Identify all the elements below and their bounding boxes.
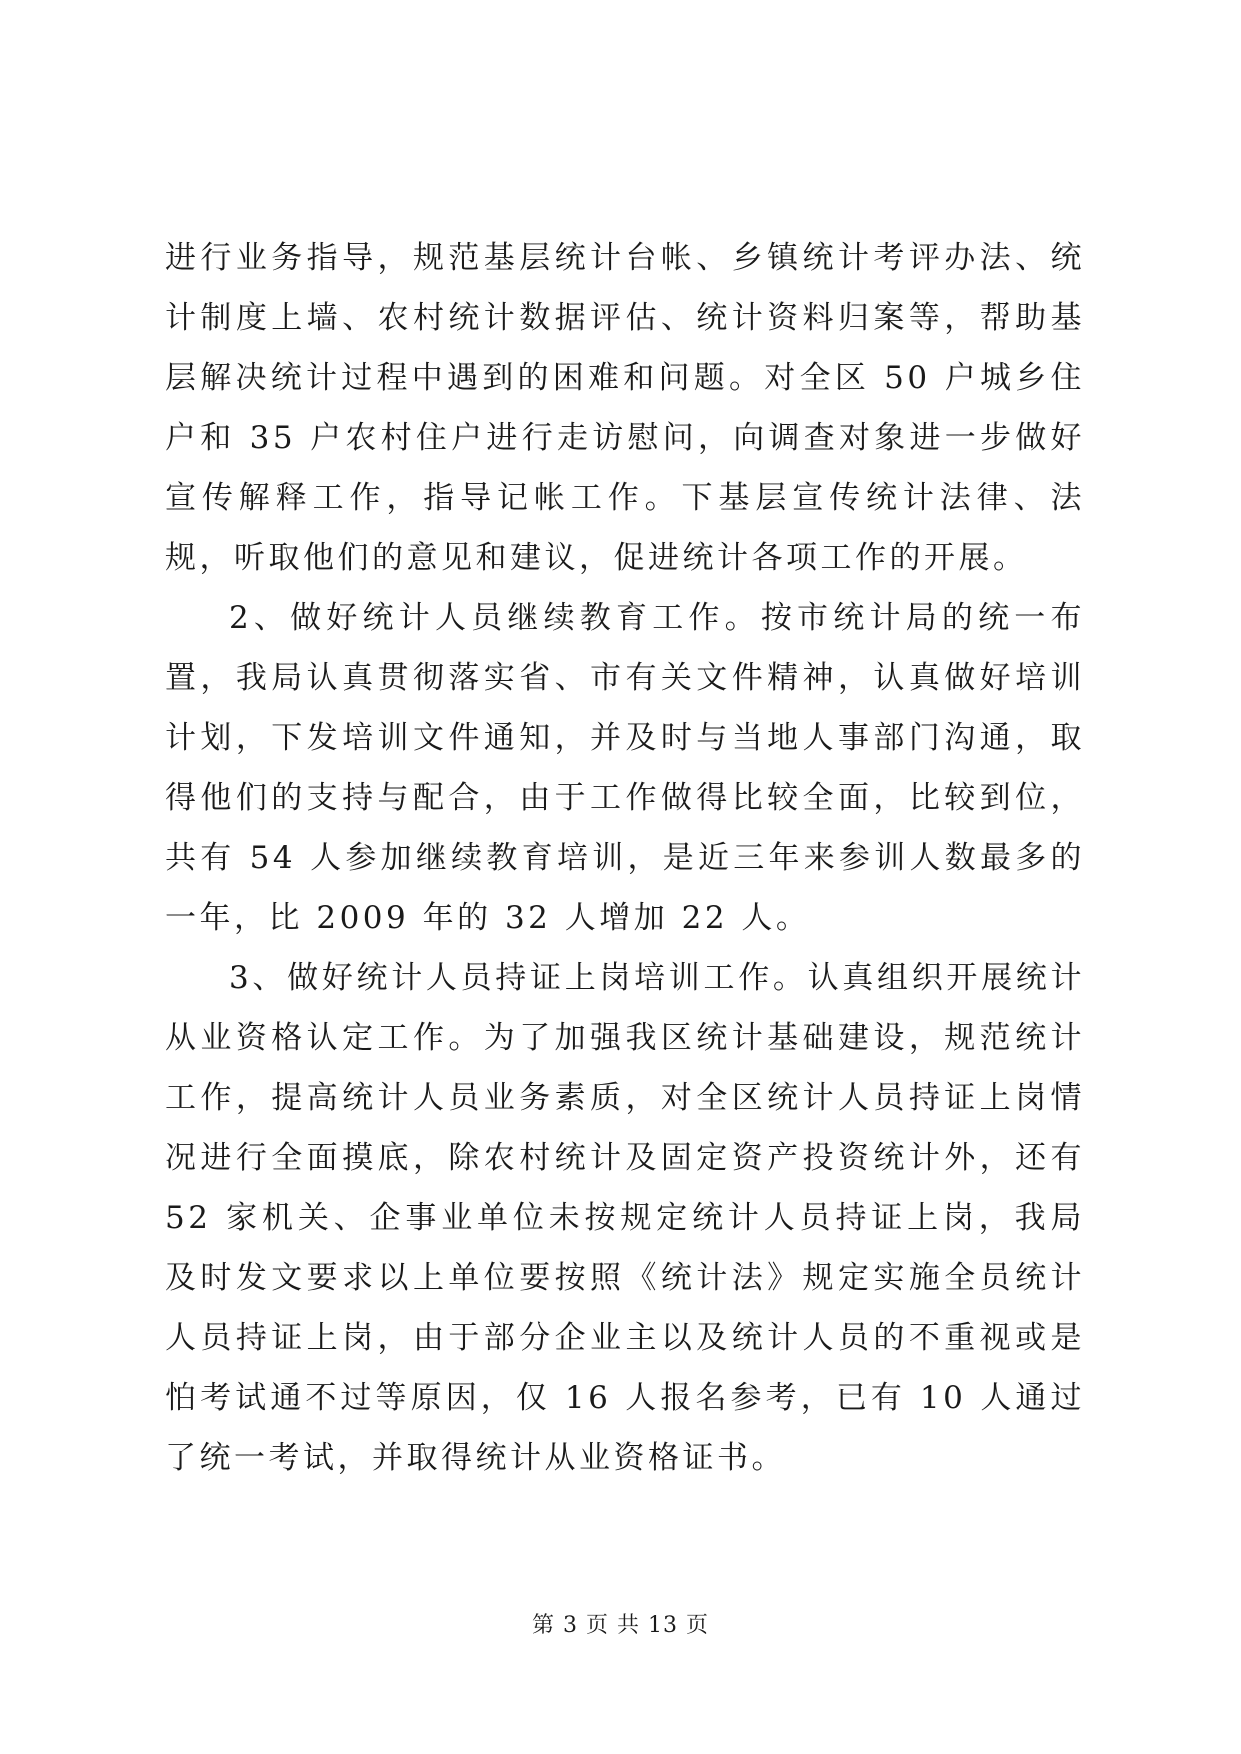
- paragraph-3: 3、做好统计人员持证上岗培训工作。认真组织开展统计从业资格认定工作。为了加强我区统计基础建设，规范统计工作，提高统计人员业务素质，对全区统计人员持证上岗情况进行全面摸底，除农村统计及固定资产投资统计外，还有 52 家机关、企事业单位未按规定统计人员持证上岗，我局及时发文要求以上单位要按照《统计法》规定实施全员统计人员持证上岗，由于部分企业主以及统计人员的不重视或是怕考试通不过等原因，仅 16 人报名参考，已有 10 人通过了统一考试，并取得统计从业资格证书。: [165, 960, 1085, 1476]
- document-body: [165, 228, 1085, 1488]
- page-number-footer: 第 3 页 共 13 页: [532, 1613, 709, 1638]
- paragraph-2: 2、做好统计人员继续教育工作。按市统计局的统一布置，我局认真贯彻落实省、市有关文件精神，认真做好培训计划，下发培训文件通知，并及时与当地人事部门沟通，取得他们的支持与配合，由于工作做得比较全面，比较到位，共有 54 人参加继续教育培训，是近三年来参训人数最多的一年，比 2009 年的 32 人增加 22 人。: [165, 600, 1085, 936]
- paragraph-1: 进行业务指导，规范基层统计台帐、乡镇统计考评办法、统计制度上墙、农村统计数据评估、统计资料归案等，帮助基层解决统计过程中遇到的困难和问题。对全区 50 户城乡住户和 35 户农村住户进行走访慰问，向调查对象进一步做好宣传解释工作，指导记帐工作。下基层宣传统计法律、法规，听取他们的意见和建议，促进统计各项工作的开展。: [165, 240, 1085, 576]
